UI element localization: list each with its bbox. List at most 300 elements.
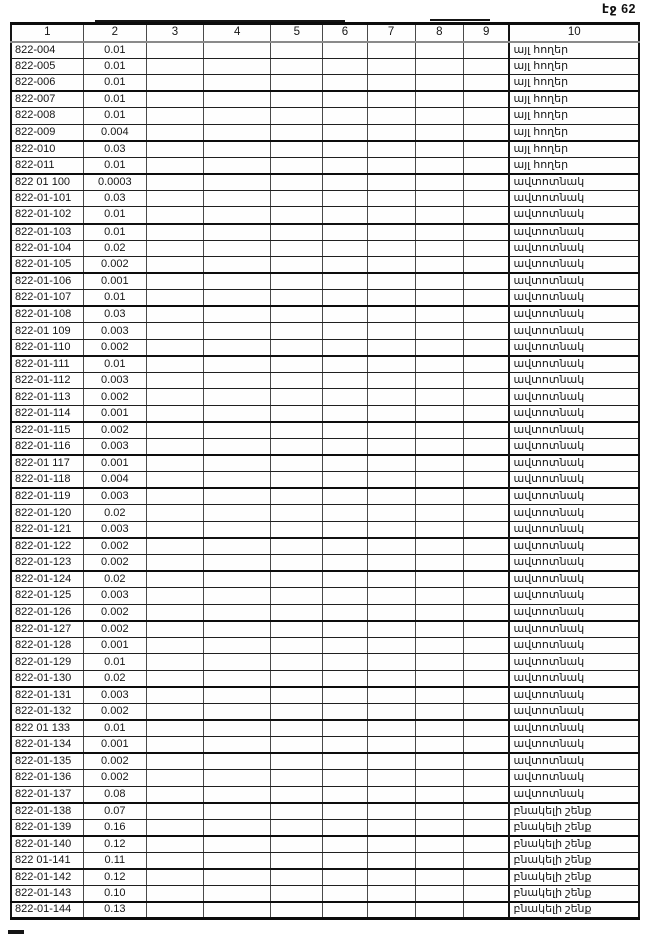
empty-cell (204, 406, 271, 423)
empty-cell (415, 703, 463, 720)
empty-cell (415, 58, 463, 75)
row-code-cell: 822-01-107 (11, 290, 83, 307)
empty-cell (367, 670, 415, 687)
row-code-cell: 822 01 100 (11, 174, 83, 191)
row-type-cell: ավտոտնակ (509, 670, 639, 687)
empty-cell (204, 803, 271, 820)
empty-cell (146, 505, 203, 522)
row-code-cell: 822-01-106 (11, 273, 83, 290)
table-row (11, 207, 639, 224)
table-row (11, 670, 639, 687)
empty-cell (367, 42, 415, 59)
empty-cell (146, 720, 203, 737)
empty-cell (204, 273, 271, 290)
row-value-cell: 0.002 (83, 422, 146, 439)
empty-cell (271, 703, 323, 720)
row-type-cell: ավտոտնակ (509, 207, 639, 224)
row-value-cell: 0.004 (83, 472, 146, 489)
table-row (11, 521, 639, 538)
empty-cell (146, 58, 203, 75)
empty-cell (271, 141, 323, 158)
empty-cell (463, 174, 509, 191)
empty-cell (204, 108, 271, 125)
empty-cell (271, 803, 323, 820)
empty-cell (323, 406, 367, 423)
empty-cell (367, 786, 415, 803)
empty-cell (463, 836, 509, 853)
row-code-cell: 822 01 133 (11, 720, 83, 737)
empty-cell (323, 157, 367, 174)
row-code-cell: 822-01-114 (11, 406, 83, 423)
empty-cell (415, 488, 463, 505)
table-row (11, 290, 639, 307)
row-code-cell: 822-01-134 (11, 736, 83, 753)
table-row (11, 306, 639, 323)
empty-cell (463, 902, 509, 919)
empty-cell (415, 770, 463, 787)
empty-cell (271, 356, 323, 373)
empty-cell (204, 91, 271, 108)
table-row (11, 389, 639, 406)
empty-cell (463, 141, 509, 158)
empty-cell (415, 124, 463, 141)
empty-cell (323, 819, 367, 836)
table-row (11, 406, 639, 423)
empty-cell (367, 554, 415, 571)
empty-cell (415, 91, 463, 108)
empty-cell (271, 108, 323, 125)
table-row (11, 836, 639, 853)
row-value-cell: 0.16 (83, 819, 146, 836)
table-row (11, 439, 639, 456)
empty-cell (367, 157, 415, 174)
empty-cell (463, 406, 509, 423)
empty-cell (415, 108, 463, 125)
table-row (11, 505, 639, 522)
table-row (11, 819, 639, 836)
empty-cell (204, 42, 271, 59)
empty-cell (271, 885, 323, 902)
empty-cell (367, 141, 415, 158)
column-header-4: 4 (204, 24, 271, 42)
empty-cell (146, 455, 203, 472)
row-code-cell: 822-01-137 (11, 786, 83, 803)
row-type-cell: այլ հողեր (509, 124, 639, 141)
empty-cell (146, 786, 203, 803)
empty-cell (415, 621, 463, 638)
row-type-cell: այլ հողեր (509, 141, 639, 158)
empty-cell (204, 240, 271, 257)
empty-cell (271, 75, 323, 92)
empty-cell (204, 885, 271, 902)
empty-cell (146, 836, 203, 853)
table-row (11, 42, 639, 59)
empty-cell (204, 538, 271, 555)
table-row (11, 720, 639, 737)
row-type-cell: ավտոտնակ (509, 621, 639, 638)
empty-cell (367, 124, 415, 141)
row-value-cell: 0.002 (83, 554, 146, 571)
empty-cell (271, 372, 323, 389)
row-type-cell: ավտոտնակ (509, 637, 639, 654)
empty-cell (463, 554, 509, 571)
empty-cell (415, 75, 463, 92)
row-value-cell: 0.003 (83, 588, 146, 605)
row-value-cell: 0.001 (83, 736, 146, 753)
empty-cell (367, 637, 415, 654)
row-value-cell: 0.03 (83, 306, 146, 323)
empty-cell (463, 422, 509, 439)
empty-cell (415, 836, 463, 853)
empty-cell (271, 273, 323, 290)
row-code-cell: 822-01-132 (11, 703, 83, 720)
empty-cell (367, 753, 415, 770)
empty-cell (204, 836, 271, 853)
empty-cell (271, 422, 323, 439)
row-value-cell: 0.11 (83, 852, 146, 869)
empty-cell (271, 472, 323, 489)
empty-cell (463, 852, 509, 869)
row-type-cell: ավտոտնակ (509, 736, 639, 753)
empty-cell (204, 389, 271, 406)
empty-cell (271, 455, 323, 472)
row-value-cell: 0.08 (83, 786, 146, 803)
empty-cell (271, 207, 323, 224)
row-value-cell: 0.004 (83, 124, 146, 141)
empty-cell (271, 786, 323, 803)
empty-cell (323, 637, 367, 654)
row-type-cell: ավտոտնակ (509, 588, 639, 605)
empty-cell (463, 819, 509, 836)
table-row (11, 654, 639, 671)
empty-cell (204, 339, 271, 356)
empty-cell (367, 571, 415, 588)
row-code-cell: 822-01-135 (11, 753, 83, 770)
row-type-cell: այլ հողեր (509, 42, 639, 59)
empty-cell (146, 654, 203, 671)
empty-cell (146, 75, 203, 92)
empty-cell (323, 654, 367, 671)
empty-cell (463, 224, 509, 241)
table-row (11, 538, 639, 555)
row-code-cell: 822-01-123 (11, 554, 83, 571)
empty-cell (367, 621, 415, 638)
row-type-cell: ավտոտնակ (509, 439, 639, 456)
empty-cell (367, 190, 415, 207)
empty-cell (323, 323, 367, 340)
empty-cell (204, 124, 271, 141)
empty-cell (204, 770, 271, 787)
empty-cell (415, 654, 463, 671)
table-row (11, 190, 639, 207)
row-value-cell: 0.03 (83, 190, 146, 207)
empty-cell (367, 852, 415, 869)
empty-cell (415, 571, 463, 588)
empty-cell (271, 174, 323, 191)
empty-cell (323, 141, 367, 158)
row-code-cell: 822-01-115 (11, 422, 83, 439)
empty-cell (415, 819, 463, 836)
empty-cell (271, 554, 323, 571)
empty-cell (271, 42, 323, 59)
empty-cell (271, 339, 323, 356)
empty-cell (463, 290, 509, 307)
empty-cell (204, 323, 271, 340)
table-row (11, 356, 639, 373)
empty-cell (146, 339, 203, 356)
empty-cell (367, 505, 415, 522)
empty-cell (271, 736, 323, 753)
row-value-cell: 0.01 (83, 224, 146, 241)
empty-cell (463, 108, 509, 125)
empty-cell (323, 869, 367, 886)
empty-cell (146, 290, 203, 307)
empty-cell (323, 538, 367, 555)
empty-cell (367, 803, 415, 820)
empty-cell (415, 141, 463, 158)
row-code-cell: 822-01-142 (11, 869, 83, 886)
empty-cell (204, 637, 271, 654)
empty-cell (204, 588, 271, 605)
empty-cell (367, 108, 415, 125)
row-value-cell: 0.01 (83, 91, 146, 108)
row-type-cell: ավտոտնակ (509, 505, 639, 522)
table-row (11, 422, 639, 439)
empty-cell (204, 488, 271, 505)
table-row (11, 621, 639, 638)
empty-cell (146, 588, 203, 605)
empty-cell (271, 819, 323, 836)
empty-cell (146, 124, 203, 141)
empty-cell (415, 786, 463, 803)
column-header-5: 5 (271, 24, 323, 42)
empty-cell (323, 389, 367, 406)
empty-cell (367, 439, 415, 456)
table-row (11, 869, 639, 886)
row-value-cell: 0.01 (83, 207, 146, 224)
empty-cell (146, 108, 203, 125)
empty-cell (323, 124, 367, 141)
empty-cell (415, 720, 463, 737)
empty-cell (367, 174, 415, 191)
row-type-cell: ավտոտնակ (509, 190, 639, 207)
table-row (11, 885, 639, 902)
row-type-cell: բնակելի շենք (509, 819, 639, 836)
empty-cell (146, 406, 203, 423)
empty-cell (146, 819, 203, 836)
row-code-cell: 822-01-138 (11, 803, 83, 820)
empty-cell (323, 174, 367, 191)
empty-cell (323, 455, 367, 472)
empty-cell (463, 604, 509, 621)
row-type-cell: ավտոտնակ (509, 323, 639, 340)
empty-cell (323, 58, 367, 75)
row-type-cell: բնակելի շենք (509, 869, 639, 886)
empty-cell (463, 339, 509, 356)
row-type-cell: ավտոտնակ (509, 224, 639, 241)
page-number-label: էջ 62 (601, 2, 636, 16)
empty-cell (367, 736, 415, 753)
empty-cell (204, 75, 271, 92)
empty-cell (323, 224, 367, 241)
row-type-cell: ավտոտնակ (509, 174, 639, 191)
row-code-cell: 822-008 (11, 108, 83, 125)
empty-cell (146, 356, 203, 373)
empty-cell (323, 207, 367, 224)
empty-cell (323, 803, 367, 820)
empty-cell (415, 240, 463, 257)
empty-cell (415, 687, 463, 704)
row-value-cell: 0.01 (83, 654, 146, 671)
row-code-cell: 822-01-103 (11, 224, 83, 241)
row-type-cell: ավտոտնակ (509, 571, 639, 588)
empty-cell (463, 803, 509, 820)
empty-cell (367, 472, 415, 489)
empty-cell (204, 190, 271, 207)
empty-cell (463, 654, 509, 671)
empty-cell (204, 852, 271, 869)
empty-cell (415, 736, 463, 753)
empty-cell (146, 687, 203, 704)
empty-cell (415, 670, 463, 687)
empty-cell (146, 257, 203, 274)
empty-cell (323, 836, 367, 853)
empty-cell (415, 521, 463, 538)
empty-cell (271, 687, 323, 704)
table-row (11, 455, 639, 472)
empty-cell (367, 339, 415, 356)
empty-cell (367, 422, 415, 439)
table-row (11, 637, 639, 654)
empty-cell (146, 538, 203, 555)
empty-cell (463, 571, 509, 588)
empty-cell (463, 687, 509, 704)
row-value-cell: 0.02 (83, 670, 146, 687)
empty-cell (323, 91, 367, 108)
empty-cell (271, 124, 323, 141)
empty-cell (463, 538, 509, 555)
empty-cell (204, 571, 271, 588)
row-code-cell: 822-01 117 (11, 455, 83, 472)
empty-cell (463, 753, 509, 770)
empty-cell (367, 257, 415, 274)
empty-cell (146, 372, 203, 389)
empty-cell (204, 521, 271, 538)
row-type-cell: ավտոտնակ (509, 654, 639, 671)
empty-cell (367, 273, 415, 290)
empty-cell (146, 770, 203, 787)
row-value-cell: 0.002 (83, 753, 146, 770)
empty-cell (367, 521, 415, 538)
empty-cell (271, 836, 323, 853)
empty-cell (463, 58, 509, 75)
empty-cell (415, 224, 463, 241)
empty-cell (367, 240, 415, 257)
empty-cell (271, 852, 323, 869)
empty-cell (146, 306, 203, 323)
empty-cell (323, 505, 367, 522)
empty-cell (271, 306, 323, 323)
row-code-cell: 822-01-120 (11, 505, 83, 522)
empty-cell (204, 141, 271, 158)
row-type-cell: ավտոտնակ (509, 306, 639, 323)
empty-cell (323, 852, 367, 869)
table-row (11, 58, 639, 75)
row-type-cell: ավտոտնակ (509, 554, 639, 571)
empty-cell (146, 885, 203, 902)
empty-cell (323, 339, 367, 356)
empty-cell (415, 505, 463, 522)
table-row (11, 174, 639, 191)
row-value-cell: 0.13 (83, 902, 146, 919)
empty-cell (323, 190, 367, 207)
row-value-cell: 0.002 (83, 389, 146, 406)
empty-cell (367, 455, 415, 472)
empty-cell (146, 389, 203, 406)
empty-cell (323, 736, 367, 753)
empty-cell (415, 273, 463, 290)
table-row (11, 257, 639, 274)
empty-cell (415, 554, 463, 571)
empty-cell (146, 852, 203, 869)
empty-cell (146, 157, 203, 174)
row-value-cell: 0.01 (83, 75, 146, 92)
empty-cell (415, 190, 463, 207)
empty-cell (367, 488, 415, 505)
row-value-cell: 0.07 (83, 803, 146, 820)
empty-cell (146, 753, 203, 770)
empty-cell (415, 588, 463, 605)
empty-cell (367, 290, 415, 307)
empty-cell (146, 190, 203, 207)
empty-cell (415, 869, 463, 886)
empty-cell (204, 224, 271, 241)
empty-cell (271, 753, 323, 770)
empty-cell (323, 472, 367, 489)
scan-smudge (8, 930, 24, 934)
row-value-cell: 0.003 (83, 521, 146, 538)
row-value-cell: 0.03 (83, 141, 146, 158)
row-code-cell: 822-01-102 (11, 207, 83, 224)
empty-cell (146, 869, 203, 886)
empty-cell (146, 323, 203, 340)
empty-cell (271, 91, 323, 108)
empty-cell (204, 687, 271, 704)
empty-cell (204, 554, 271, 571)
row-value-cell: 0.01 (83, 157, 146, 174)
empty-cell (415, 290, 463, 307)
row-type-cell: բնակելի շենք (509, 885, 639, 902)
empty-cell (146, 439, 203, 456)
row-code-cell: 822-01-113 (11, 389, 83, 406)
empty-cell (146, 240, 203, 257)
empty-cell (463, 372, 509, 389)
table-row (11, 902, 639, 919)
empty-cell (271, 670, 323, 687)
empty-cell (463, 621, 509, 638)
empty-cell (367, 770, 415, 787)
empty-cell (204, 786, 271, 803)
empty-cell (367, 58, 415, 75)
row-type-cell: բնակելի շենք (509, 803, 639, 820)
empty-cell (204, 736, 271, 753)
empty-cell (415, 885, 463, 902)
row-code-cell: 822-004 (11, 42, 83, 59)
empty-cell (204, 174, 271, 191)
empty-cell (323, 786, 367, 803)
empty-cell (204, 306, 271, 323)
row-value-cell: 0.02 (83, 240, 146, 257)
